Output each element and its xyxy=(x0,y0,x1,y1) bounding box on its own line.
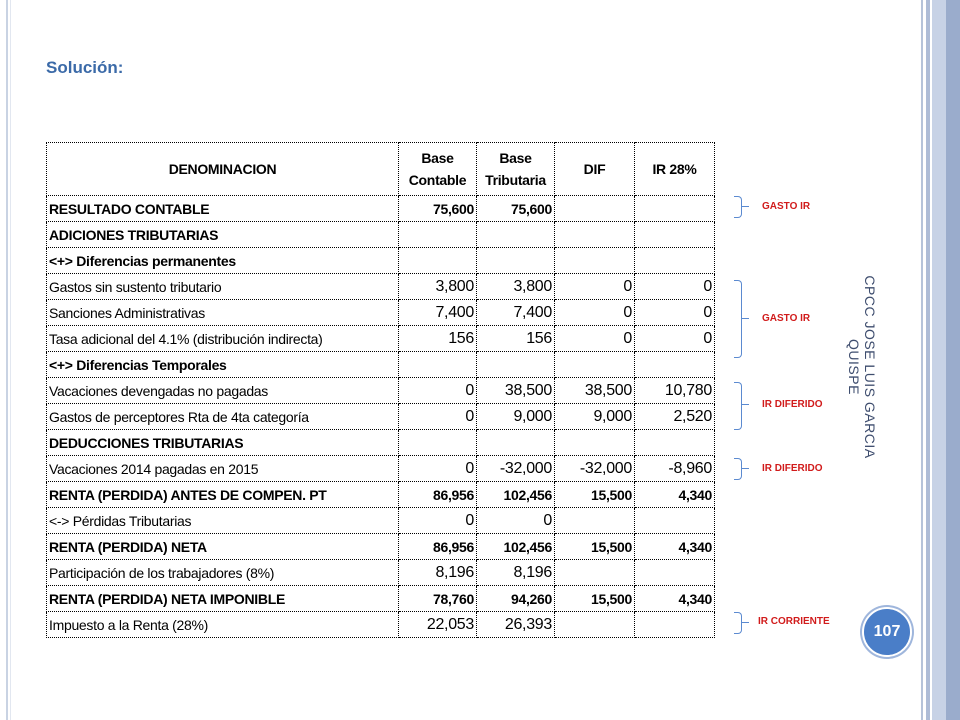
right-decorative-band xyxy=(946,0,960,720)
cell-dif: 15,500 xyxy=(555,586,635,612)
brace-gasto-ir-2 xyxy=(734,280,742,358)
row-label: Tasa adicional del 4.1% (distribución indirecta) xyxy=(47,326,399,352)
header-denominacion: DENOMINACION xyxy=(47,143,399,196)
cell-dif: 0 xyxy=(555,326,635,352)
tax-calculation-table xyxy=(46,142,715,638)
row-label: Gastos sin sustento tributario xyxy=(47,274,399,300)
cell-base-contable: 0 xyxy=(399,508,477,534)
row-label: DEDUCCIONES TRIBUTARIAS xyxy=(47,430,399,456)
row-label: <+> Diferencias Temporales xyxy=(47,352,399,378)
cell-dif: 9,000 xyxy=(555,404,635,430)
cell-base-tributaria xyxy=(477,222,555,248)
cell-base-contable: 86,956 xyxy=(399,482,477,508)
brace-ir-diferido-1 xyxy=(734,382,742,430)
annotation-gasto-ir-1: GASTO IR xyxy=(762,201,811,212)
cell-base-contable: 3,800 xyxy=(399,274,477,300)
cell-dif xyxy=(555,430,635,456)
left-decorative-rule xyxy=(6,0,8,720)
header-base-contable-line2: Contable xyxy=(408,172,467,188)
cell-dif xyxy=(555,560,635,586)
cell-dif xyxy=(555,196,635,222)
header-base-tributaria-line2: Tributaria xyxy=(485,172,546,188)
cell-ir: 10,780 xyxy=(635,378,715,404)
right-decorative-band xyxy=(926,0,930,720)
table-row xyxy=(47,508,715,534)
row-label: RENTA (PERDIDA) NETA IMPONIBLE xyxy=(47,586,399,612)
cell-dif: 15,500 xyxy=(555,534,635,560)
cell-dif: -32,000 xyxy=(555,456,635,482)
cell-dif xyxy=(555,612,635,638)
cell-base-tributaria xyxy=(477,352,555,378)
cell-base-tributaria: 8,196 xyxy=(477,560,555,586)
cell-base-tributaria: 3,800 xyxy=(477,274,555,300)
brace-tip xyxy=(741,206,749,207)
cell-base-tributaria: 38,500 xyxy=(477,378,555,404)
cell-ir xyxy=(635,508,715,534)
cell-ir xyxy=(635,430,715,456)
cell-base-tributaria: 102,456 xyxy=(477,482,555,508)
cell-base-contable: 78,760 xyxy=(399,586,477,612)
cell-base-contable: 8,196 xyxy=(399,560,477,586)
header-base-tributaria-line1: Base xyxy=(499,150,532,166)
row-label: Sanciones Administrativas xyxy=(47,300,399,326)
cell-base-contable: 0 xyxy=(399,456,477,482)
cell-ir xyxy=(635,612,715,638)
table-row xyxy=(47,378,715,404)
row-label: Participación de los trabajadores (8%) xyxy=(47,560,399,586)
cell-base-tributaria: 9,000 xyxy=(477,404,555,430)
table-row xyxy=(47,300,715,326)
brace-tip xyxy=(741,468,749,469)
annotation-ir-corriente: IR CORRIENTE xyxy=(758,616,830,627)
cell-ir: 0 xyxy=(635,326,715,352)
cell-ir xyxy=(635,196,715,222)
cell-ir: 0 xyxy=(635,274,715,300)
cell-base-tributaria: 7,400 xyxy=(477,300,555,326)
table-row xyxy=(47,430,715,456)
table-row xyxy=(47,196,715,222)
table-row xyxy=(47,248,715,274)
table-row xyxy=(47,534,715,560)
annotation-ir-diferido-1: IR DIFERIDO xyxy=(762,399,823,410)
cell-ir: 4,340 xyxy=(635,534,715,560)
slide-title: Solución: xyxy=(46,58,124,77)
cell-ir: -8,960 xyxy=(635,456,715,482)
cell-base-contable: 0 xyxy=(399,378,477,404)
header-dif: DIF xyxy=(555,143,635,196)
table-row xyxy=(47,560,715,586)
table-row xyxy=(47,274,715,300)
right-decorative-band xyxy=(921,0,923,720)
cell-ir xyxy=(635,560,715,586)
cell-base-contable xyxy=(399,222,477,248)
table-row xyxy=(47,586,715,612)
row-label: Gastos de perceptores Rta de 4ta categoría xyxy=(47,404,399,430)
cell-ir: 2,520 xyxy=(635,404,715,430)
annotation-ir-diferido-2: IR DIFERIDO xyxy=(762,463,823,474)
cell-dif xyxy=(555,508,635,534)
header-ir: IR 28% xyxy=(635,143,715,196)
row-label: <-> Pérdidas Tributarias xyxy=(47,508,399,534)
table-row xyxy=(47,352,715,378)
cell-base-contable: 7,400 xyxy=(399,300,477,326)
cell-dif: 15,500 xyxy=(555,482,635,508)
row-label: Vacaciones 2014 pagadas en 2015 xyxy=(47,456,399,482)
cell-ir xyxy=(635,352,715,378)
header-base-contable-line1: Base xyxy=(421,150,454,166)
cell-base-contable: 75,600 xyxy=(399,196,477,222)
cell-base-contable: 156 xyxy=(399,326,477,352)
cell-base-contable: 0 xyxy=(399,404,477,430)
brace-tip xyxy=(741,404,749,405)
cell-base-tributaria: 102,456 xyxy=(477,534,555,560)
cell-base-tributaria: 26,393 xyxy=(477,612,555,638)
table-row xyxy=(47,222,715,248)
cell-base-contable xyxy=(399,352,477,378)
cell-base-tributaria xyxy=(477,430,555,456)
author-vertical-text: CPCC JOSE LUIS GARCIA QUISPE xyxy=(846,275,878,459)
cell-base-contable xyxy=(399,430,477,456)
row-label: RENTA (PERDIDA) ANTES DE COMPEN. PT xyxy=(47,482,399,508)
table-row xyxy=(47,482,715,508)
row-label: Vacaciones devengadas no pagadas xyxy=(47,378,399,404)
cell-base-contable: 86,956 xyxy=(399,534,477,560)
row-label: RESULTADO CONTABLE xyxy=(47,196,399,222)
row-label: ADICIONES TRIBUTARIAS xyxy=(47,222,399,248)
cell-ir: 4,340 xyxy=(635,482,715,508)
right-decorative-band xyxy=(932,0,946,720)
brace-tip xyxy=(741,622,749,623)
table-row xyxy=(47,456,715,482)
cell-dif: 38,500 xyxy=(555,378,635,404)
cell-base-tributaria: 0 xyxy=(477,508,555,534)
cell-dif: 0 xyxy=(555,274,635,300)
cell-base-tributaria xyxy=(477,248,555,274)
table-row xyxy=(47,404,715,430)
header-base-contable xyxy=(399,143,477,196)
cell-dif xyxy=(555,352,635,378)
left-decorative-rule-thin xyxy=(10,0,11,720)
row-label: Impuesto a la Renta (28%) xyxy=(47,612,399,638)
cell-base-tributaria: -32,000 xyxy=(477,456,555,482)
annotation-gasto-ir-2: GASTO IR xyxy=(762,313,811,324)
page-number-badge: 107 xyxy=(862,607,912,657)
brace-tip xyxy=(741,318,749,319)
cell-base-contable: 22,053 xyxy=(399,612,477,638)
cell-ir xyxy=(635,248,715,274)
cell-base-tributaria: 94,260 xyxy=(477,586,555,612)
table-row xyxy=(47,326,715,352)
table-header-row xyxy=(47,143,715,196)
cell-ir xyxy=(635,222,715,248)
cell-ir: 4,340 xyxy=(635,586,715,612)
header-base-tributaria xyxy=(477,143,555,196)
cell-ir: 0 xyxy=(635,300,715,326)
cell-base-tributaria: 75,600 xyxy=(477,196,555,222)
brace-gasto-ir-1 xyxy=(734,196,742,218)
cell-dif: 0 xyxy=(555,300,635,326)
table-row xyxy=(47,612,715,638)
row-label: <+> Diferencias permanentes xyxy=(47,248,399,274)
cell-dif xyxy=(555,222,635,248)
row-label: RENTA (PERDIDA) NETA xyxy=(47,534,399,560)
cell-dif xyxy=(555,248,635,274)
cell-base-contable xyxy=(399,248,477,274)
brace-ir-corriente xyxy=(734,612,742,634)
brace-ir-diferido-2 xyxy=(734,458,742,480)
cell-base-tributaria: 156 xyxy=(477,326,555,352)
